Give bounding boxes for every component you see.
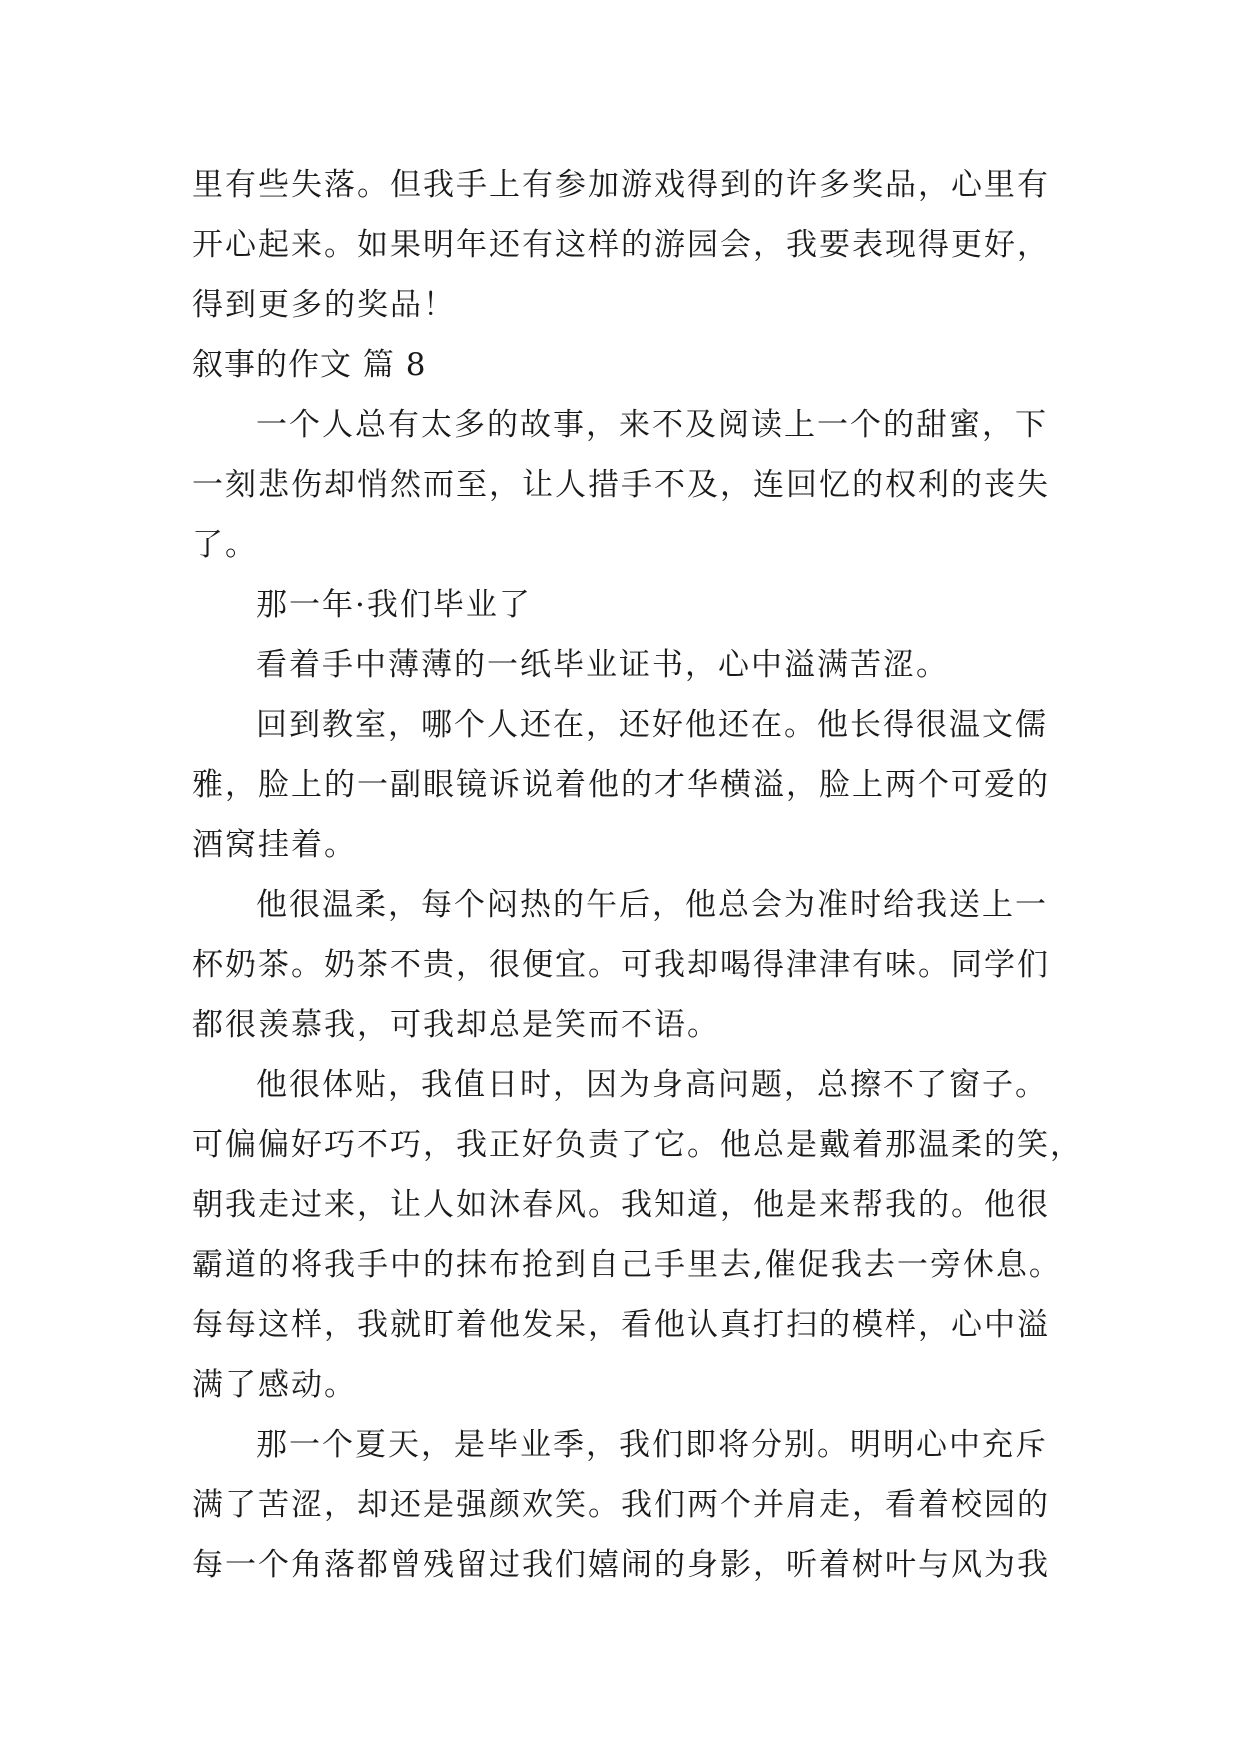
text-line: 里有些失落。但我手上有参加游戏得到的许多奖品，心里有 <box>192 167 1050 203</box>
text-line: 每一个角落都曾残留过我们嬉闹的身影，听着树叶与风为我 <box>192 1547 1050 1583</box>
paragraph-first-line: 他很温柔，每个闷热的午后，他总会为准时给我送上一 <box>256 887 1048 923</box>
paragraph-first-line: 看着手中薄薄的一纸毕业证书，心中溢满苦涩。 <box>256 647 949 683</box>
text-line: 满了苦涩，却还是强颜欢笑。我们两个并肩走，看着校园的 <box>192 1487 1050 1523</box>
text-line: 开心起来。如果明年还有这样的游园会，我要表现得更好， <box>192 227 1050 263</box>
text-line: 杯奶茶。奶茶不贵，很便宜。可我却喝得津津有味。同学们 <box>192 947 1050 983</box>
text-line: 了。 <box>192 527 258 563</box>
text-line: 雅，脸上的一副眼镜诉说着他的才华横溢，脸上两个可爱的 <box>192 767 1050 803</box>
text-line: 酒窝挂着。 <box>192 827 357 863</box>
paragraph-first-line: 回到教室，哪个人还在，还好他还在。他长得很温文儒 <box>256 707 1048 743</box>
text-line: 得到更多的奖品！ <box>192 287 456 323</box>
section-heading: 叙事的作文 篇 8 <box>192 347 427 383</box>
text-line: 朝我走过来，让人如沐春风。我知道，他是来帮我的。他很 <box>192 1187 1050 1223</box>
paragraph-first-line: 他很体贴，我值日时，因为身高问题，总擦不了窗子。 <box>256 1067 1048 1103</box>
text-line: 每每这样，我就盯着他发呆，看他认真打扫的模样，心中溢 <box>192 1307 1050 1343</box>
paragraph-first-line: 那一年·我们毕业了 <box>256 587 532 623</box>
paragraph-first-line: 一个人总有太多的故事，来不及阅读上一个的甜蜜，下 <box>256 407 1048 443</box>
text-line: 都很羡慕我，可我却总是笑而不语。 <box>192 1007 720 1043</box>
text-line: 可偏偏好巧不巧，我正好负责了它。他总是戴着那温柔的笑， <box>192 1127 1083 1163</box>
document-body <box>192 155 1083 1595</box>
text-line: 满了感动。 <box>192 1367 357 1403</box>
paragraph-first-line: 那一个夏天，是毕业季，我们即将分别。明明心中充斥 <box>256 1427 1048 1463</box>
text-line: 霸道的将我手中的抹布抢到自己手里去,催促我去一旁休息。 <box>192 1247 1062 1283</box>
text-line: 一刻悲伤却悄然而至，让人措手不及，连回忆的权利的丧失 <box>192 467 1050 503</box>
